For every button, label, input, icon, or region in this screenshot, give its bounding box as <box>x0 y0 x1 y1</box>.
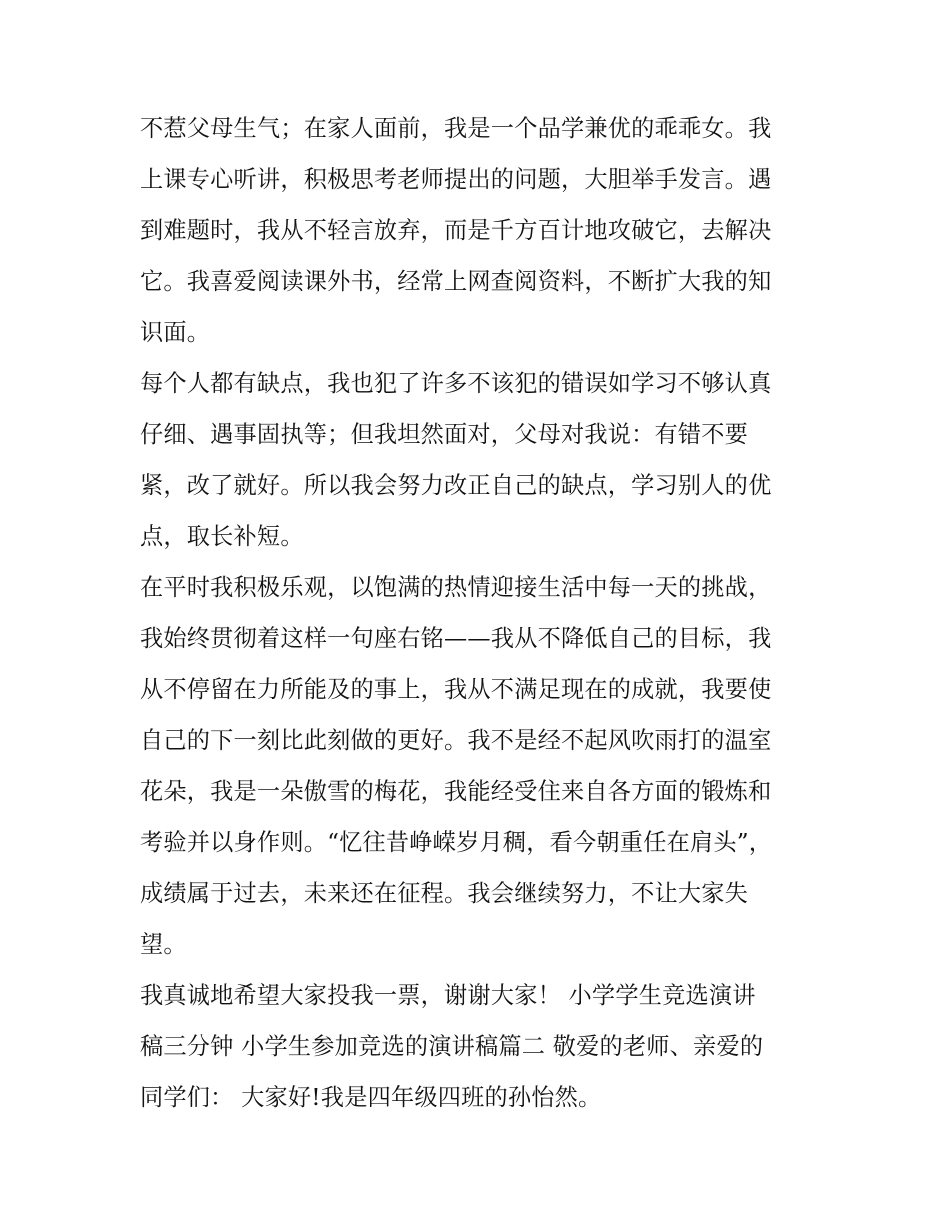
text-line: 在平时我积极乐观，以饱满的热情迎接生活中每一天的挑战， <box>140 574 772 601</box>
text-line: 上课专心听讲，积极思考老师提出的问题，大胆举手发言。遇 <box>140 166 772 193</box>
text-line: 不惹父母生气；在家人面前，我是一个品学兼优的乖乖女。我 <box>140 115 772 142</box>
speech-text <box>140 108 820 1119</box>
text-line: 望。 <box>140 931 187 958</box>
text-line: 紧，改了就好。所以我会努力改正自己的缺点，学习别人的优 <box>140 472 772 499</box>
text-line: 从不停留在力所能及的事上，我从不满足现在的成就，我要使 <box>140 676 772 703</box>
text-line: 识面。 <box>140 319 211 346</box>
text-line: 成绩属于过去，未来还在征程。我会继续努力，不让大家失 <box>140 880 749 907</box>
text-line: 同学们： 大家好!我是四年级四班的孙怡然。 <box>140 1084 602 1111</box>
text-line: 点，取长补短。 <box>140 523 304 550</box>
text-line: 它。我喜爱阅读课外书，经常上网查阅资料，不断扩大我的知 <box>140 268 772 295</box>
text-line: 每个人都有缺点，我也犯了许多不该犯的错误如学习不够认真 <box>140 370 772 397</box>
text-line: 仔细、遇事固执等；但我坦然面对，父母对我说：有错不要 <box>140 421 749 448</box>
text-line: 我真诚地希望大家投我一票，谢谢大家！ 小学学生竞选演讲 <box>140 982 756 1009</box>
text-line: 花朵，我是一朵傲雪的梅花，我能经受住来自各方面的锻炼和 <box>140 778 772 805</box>
text-line: 我始终贯彻着这样一句座右铭——我从不降低自己的目标，我 <box>140 625 772 652</box>
text-line: 稿三分钟 小学生参加竞选的演讲稿篇二 敬爱的老师、亲爱的 <box>140 1033 764 1060</box>
text-line: 考验并以身作则。“忆往昔峥嵘岁月稠，看今朝重任在肩头”， <box>140 829 773 856</box>
text-line: 自己的下一刻比此刻做的更好。我不是经不起风吹雨打的温室 <box>140 727 772 754</box>
text-line: 到难题时，我从不轻言放弃，而是千方百计地攻破它，去解决 <box>140 217 772 244</box>
